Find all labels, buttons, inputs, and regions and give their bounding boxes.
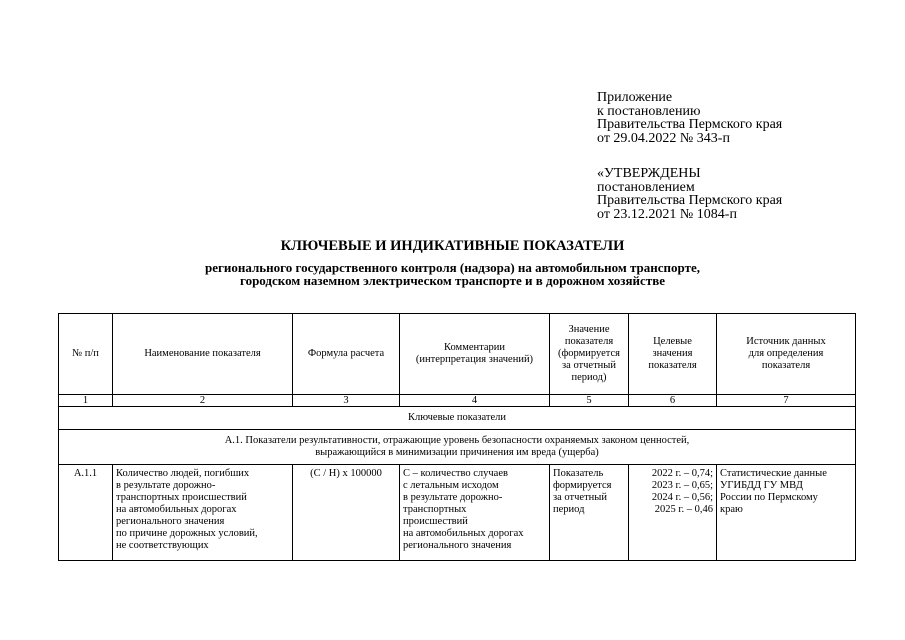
header-value bbox=[550, 314, 629, 395]
header-line: Целевые bbox=[653, 336, 692, 347]
cell-line: транспортных происшествий bbox=[116, 492, 247, 503]
appendix-line: от 29.04.2022 № 343-п bbox=[597, 130, 730, 146]
header-comments bbox=[400, 314, 550, 395]
header-line: (формируется bbox=[558, 348, 620, 359]
header-line: период) bbox=[571, 372, 607, 383]
subtitle-line: регионального государственного контроля (надзора) на автомобильном транспорте, bbox=[205, 260, 700, 275]
cell-line: 2024 г. – 0,56; bbox=[651, 492, 713, 503]
section-row bbox=[59, 407, 856, 430]
approval-line: «УТВЕРЖДЕНЫ bbox=[597, 166, 701, 181]
cell-line: краю bbox=[720, 504, 743, 515]
approval-block bbox=[597, 167, 782, 221]
cell-line: не соответствующих bbox=[116, 540, 209, 551]
row-value bbox=[550, 465, 629, 561]
cell-line: Показатель bbox=[553, 468, 604, 479]
subsection-row bbox=[59, 430, 856, 465]
indicators-table bbox=[58, 313, 856, 561]
cell-line: происшествий bbox=[403, 516, 468, 527]
header-line: за отчетный bbox=[562, 360, 616, 371]
header-source bbox=[717, 314, 856, 395]
row-formula: (С / Н) х 100000 bbox=[293, 465, 400, 561]
cell-line: России по Пермскому bbox=[720, 492, 818, 503]
section-title: Ключевые показатели bbox=[59, 407, 856, 430]
column-number: 5 bbox=[550, 395, 629, 407]
header-line: показателя bbox=[648, 360, 697, 371]
row-targets bbox=[629, 465, 717, 561]
header-num: № п/п bbox=[59, 314, 113, 395]
cell-line: 2023 г. – 0,65; bbox=[651, 480, 713, 491]
header-line: Источник данных bbox=[746, 336, 826, 347]
header-line: показателя bbox=[564, 336, 614, 347]
row-name bbox=[113, 465, 293, 561]
header-line: Комментарии bbox=[444, 342, 505, 353]
cell-line: на автомобильных дорогах bbox=[403, 528, 524, 539]
cell-line: Статистические данные bbox=[720, 468, 827, 479]
column-number: 2 bbox=[113, 395, 293, 407]
subsection-title bbox=[59, 430, 856, 465]
table-header-row bbox=[59, 314, 856, 395]
document-subtitle bbox=[0, 261, 905, 287]
cell-line: на автомобильных дорогах bbox=[116, 504, 237, 515]
cell-line: 2025 г. – 0,46 bbox=[654, 504, 713, 515]
column-number: 3 bbox=[293, 395, 400, 407]
appendix-block bbox=[597, 91, 782, 145]
header-line: Значение bbox=[568, 324, 610, 335]
header-line: (интерпретация значений) bbox=[415, 354, 534, 365]
cell-line: в результате дорожно- bbox=[403, 492, 503, 503]
header-targets bbox=[629, 314, 717, 395]
cell-line: регионального значения bbox=[116, 516, 225, 527]
document-title: КЛЮЧЕВЫЕ И ИНДИКАТИВНЫЕ ПОКАЗАТЕЛИ bbox=[280, 238, 625, 254]
cell-line: регионального значения bbox=[403, 540, 512, 551]
column-number-row bbox=[59, 395, 856, 407]
header-line: для определения bbox=[748, 348, 824, 359]
appendix-line: к постановлению bbox=[597, 103, 701, 119]
row-source bbox=[717, 465, 856, 561]
header-line: значения bbox=[652, 348, 693, 359]
header-line: показателя bbox=[761, 360, 811, 371]
cell-line: за отчетный bbox=[553, 492, 607, 503]
subsection-line: А.1. Показатели результативности, отражающие уровень безопасности охраняемых законом ценностей, bbox=[224, 435, 690, 446]
cell-line: 2022 г. – 0,74; bbox=[651, 468, 713, 479]
header-name: Наименование показателя bbox=[113, 314, 293, 395]
cell-line: УГИБДД ГУ МВД bbox=[720, 480, 803, 491]
header-formula: Формула расчета bbox=[293, 314, 400, 395]
appendix-line: Приложение bbox=[597, 90, 673, 105]
subsection-line: выражающийся в минимизации причинения им вреда (ущерба) bbox=[315, 447, 599, 458]
cell-line: период bbox=[553, 504, 585, 515]
subtitle-line: городском наземном электрическом транспорте и в дорожном хозяйстве bbox=[239, 273, 665, 288]
approval-line: от 23.12.2021 № 1084-п bbox=[597, 206, 737, 222]
approval-line: Правительства Пермского края bbox=[597, 193, 783, 208]
column-number: 4 bbox=[400, 395, 550, 407]
column-number: 6 bbox=[629, 395, 717, 407]
column-number: 7 bbox=[717, 395, 856, 407]
table-row bbox=[59, 465, 856, 561]
cell-line: транспортных bbox=[403, 504, 467, 515]
cell-line: С – количество случаев bbox=[403, 468, 508, 479]
row-num: А.1.1 bbox=[59, 465, 113, 561]
cell-line: Количество людей, погибших bbox=[116, 468, 250, 479]
approval-line: постановлением bbox=[597, 179, 695, 195]
cell-line: по причине дорожных условий, bbox=[116, 528, 258, 539]
cell-line: с летальным исходом bbox=[403, 480, 499, 491]
row-comments bbox=[400, 465, 550, 561]
cell-line: в результате дорожно- bbox=[116, 480, 216, 491]
cell-line: формируется bbox=[553, 480, 612, 491]
appendix-line: Правительства Пермского края bbox=[597, 117, 783, 132]
column-number: 1 bbox=[59, 395, 113, 407]
